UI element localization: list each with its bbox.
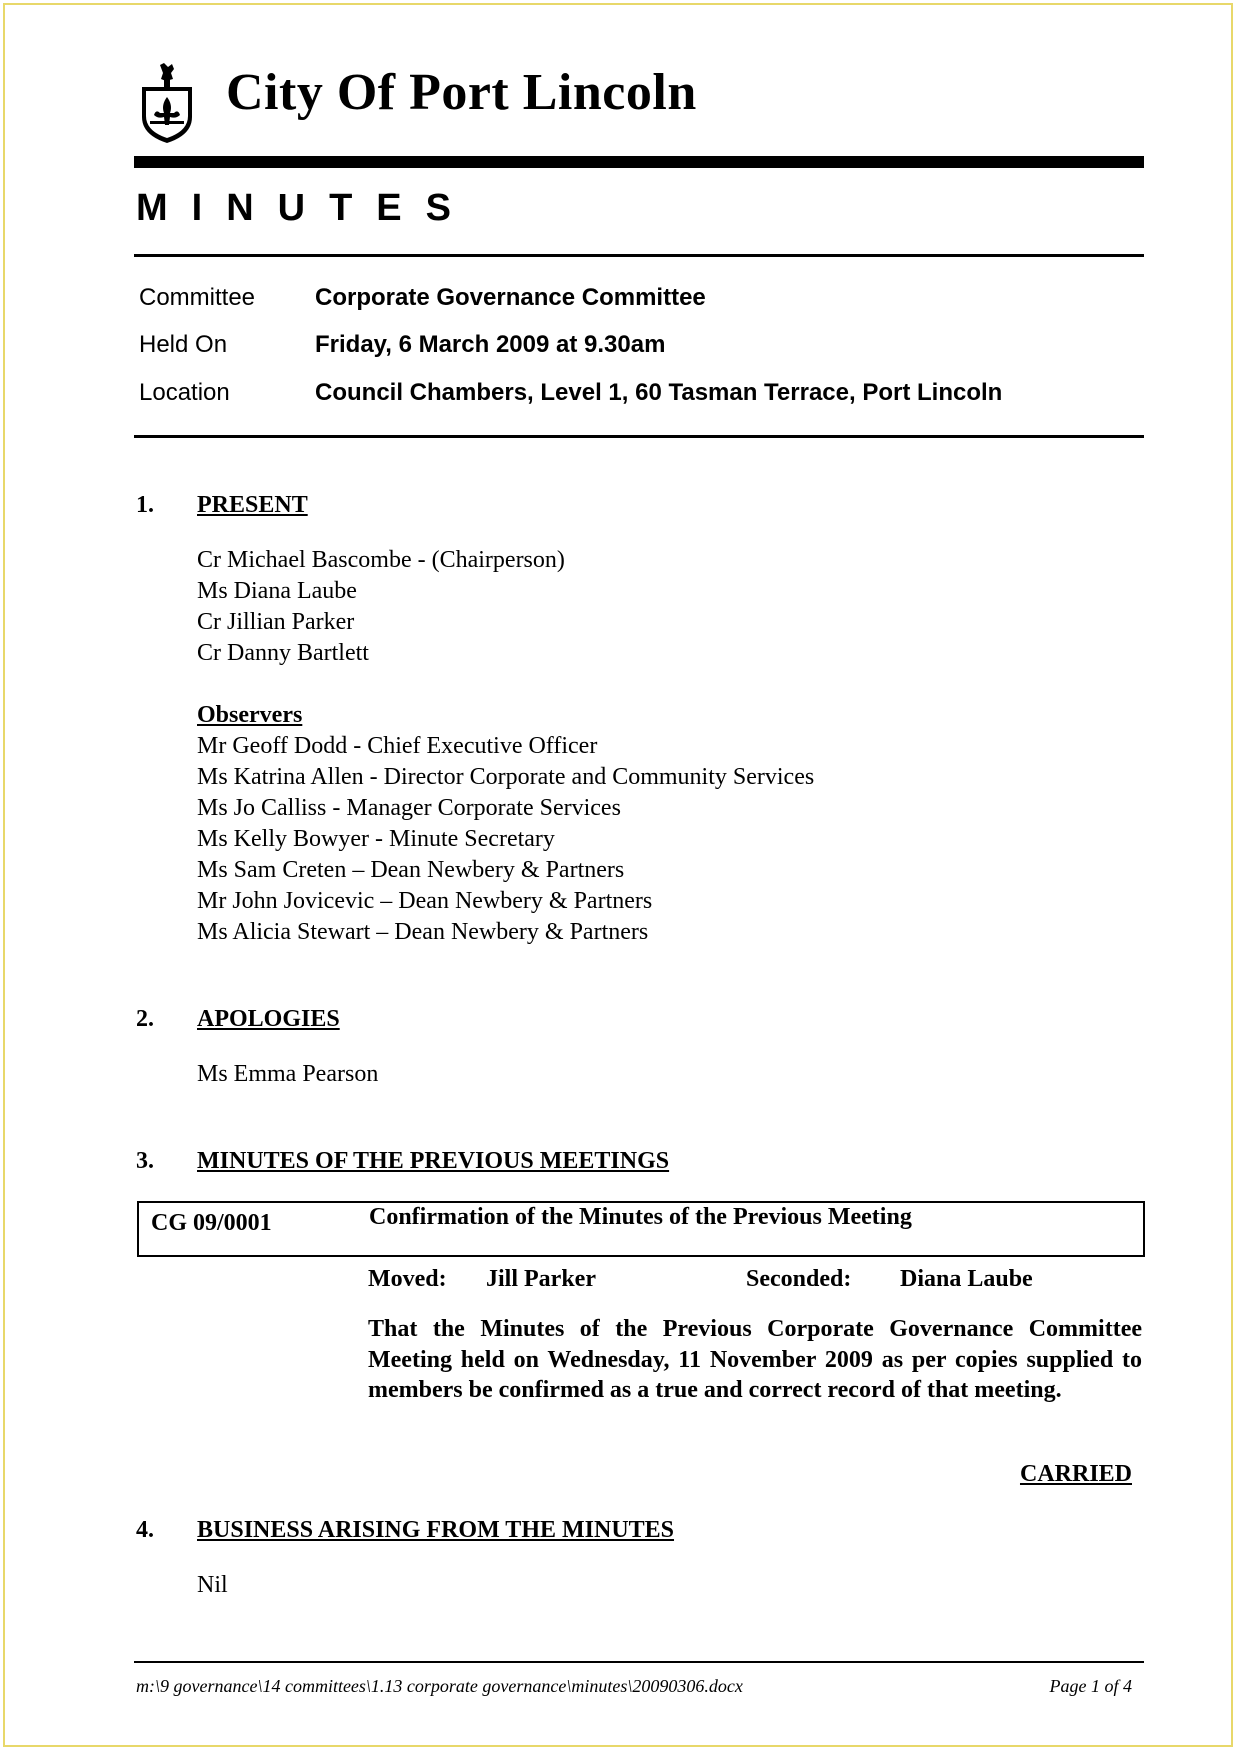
moved-name: Jill Parker (486, 1266, 596, 1292)
location-value: Council Chambers, Level 1, 60 Tasman Terrace, Port Lincoln (315, 379, 1003, 406)
seconded-name: Diana Laube (900, 1266, 1033, 1292)
held-on-label: Held On (139, 331, 228, 358)
meta-rule (134, 435, 1144, 438)
section-heading-previous-minutes: MINUTES OF THE PREVIOUS MEETINGS (197, 1148, 670, 1174)
outcome-carried: CARRIED (1019, 1461, 1132, 1487)
resolution-text: That the Minutes of the Previous Corporate Governance Committee Meeting held on Wednesday, 11 November 2009 as per copies supplied to members be confirmed as a true and correct record of that meeting. (368, 1316, 1142, 1403)
footer-rule (134, 1661, 1144, 1663)
doc-title: MINUTES (136, 187, 475, 229)
section-heading-apologies: APOLOGIES (197, 1006, 340, 1032)
observer-line: Ms Katrina Allen - Director Corporate and Community Services (197, 764, 815, 790)
agenda-item-title: Confirmation of the Minutes of the Previous Meeting (369, 1204, 912, 1230)
section-number: 1. (136, 492, 154, 518)
section-number: 3. (136, 1148, 154, 1174)
observer-line: Mr John Jovicevic – Dean Newbery & Partners (197, 888, 653, 914)
apology-line: Ms Emma Pearson (197, 1061, 379, 1087)
seconded-label: Seconded: (746, 1266, 852, 1292)
observer-line: Mr Geoff Dodd - Chief Executive Officer (197, 733, 598, 759)
section-number: 2. (136, 1006, 154, 1032)
committee-label: Committee (139, 284, 256, 311)
observer-line: Ms Jo Calliss - Manager Corporate Services (197, 795, 621, 821)
org-name: City Of Port Lincoln (226, 64, 697, 121)
title-rule (134, 254, 1144, 257)
section-number: 4. (136, 1517, 154, 1543)
section-heading-business-arising: BUSINESS ARISING FROM THE MINUTES (197, 1517, 675, 1543)
agenda-item-code: CG 09/0001 (151, 1210, 272, 1236)
moved-label: Moved: (368, 1266, 447, 1292)
committee-value: Corporate Governance Committee (315, 284, 706, 311)
member-line: Cr Jillian Parker (197, 609, 355, 635)
observer-line: Ms Kelly Bowyer - Minute Secretary (197, 826, 555, 852)
member-line: Ms Diana Laube (197, 578, 357, 604)
city-crest-icon (136, 61, 198, 145)
observers-heading: Observers (197, 702, 303, 728)
business-arising-line: Nil (197, 1572, 228, 1598)
observer-line: Ms Alicia Stewart – Dean Newbery & Partners (197, 919, 649, 945)
footer-page-number: Page 1 of 4 (1049, 1676, 1132, 1696)
held-on-value: Friday, 6 March 2009 at 9.30am (315, 331, 666, 358)
document-page (3, 3, 1233, 1747)
location-label: Location (139, 379, 230, 406)
footer-file-path: m:\9 governance\14 committees\1.13 corporate governance\minutes\20090306.docx (136, 1676, 743, 1696)
section-heading-present: PRESENT (197, 492, 308, 518)
member-line: Cr Michael Bascombe - (Chairperson) (197, 547, 565, 573)
header-rule (134, 156, 1144, 168)
observer-line: Ms Sam Creten – Dean Newbery & Partners (197, 857, 625, 883)
member-line: Cr Danny Bartlett (197, 640, 369, 666)
